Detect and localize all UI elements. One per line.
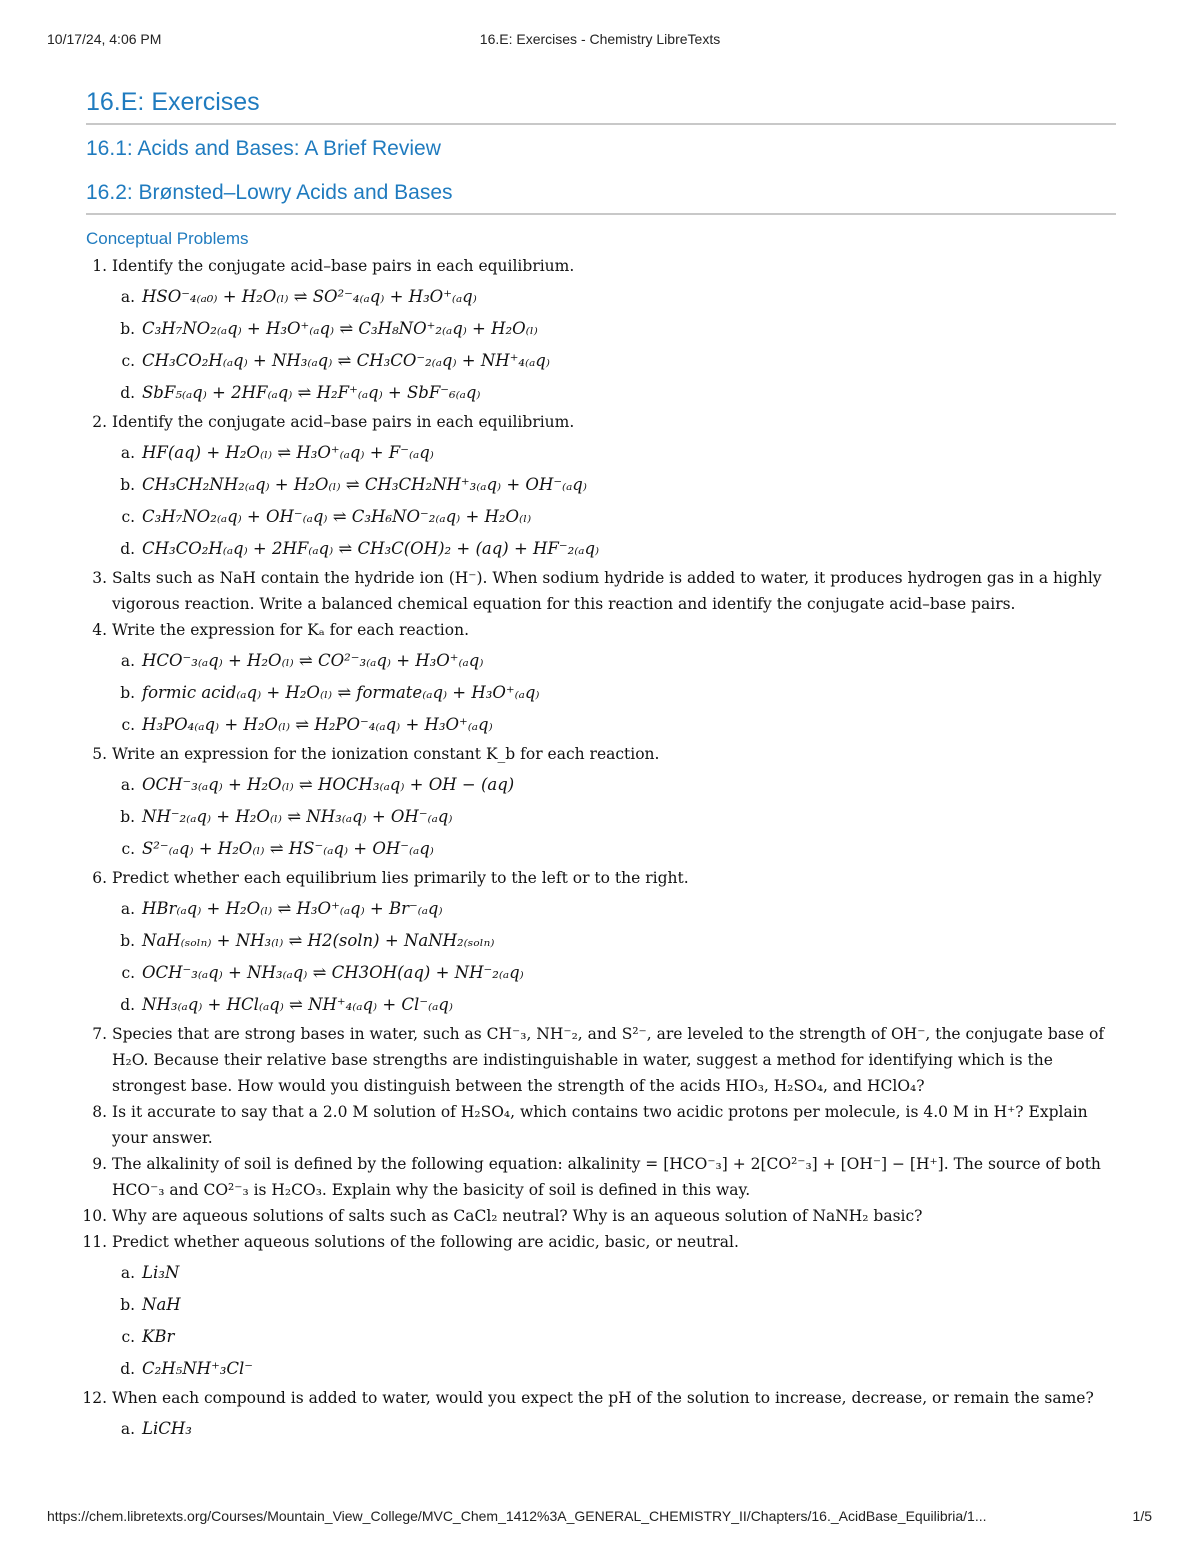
equation: OCH⁻₃₍ₐq₎ + H₂O₍ₗ₎ ⇌ HOCH₃₍ₐq₎ + OH − (aq)	[142, 775, 515, 794]
problem-text: 3. Salts such as NaH contain the hydride ion (H⁻). When sodium hydride is added to water, it produces hydrogen gas in a highly vigorous reaction. Write a balanced chemical equation for this reaction and identify the conjugate acid–base pairs.	[112, 569, 1102, 613]
page-content	[86, 84, 1116, 1445]
compound: KBr	[142, 1327, 175, 1346]
problem-text: 10. Why are aqueous solutions of salts such as CaCl₂ neutral? Why is an aqueous solution of NaNH₂ basic?	[112, 1207, 923, 1225]
problem-2	[112, 409, 1116, 565]
subheading-conceptual-problems: Conceptual Problems	[86, 229, 249, 248]
equation: NH⁻₂₍ₐq₎ + H₂O₍ₗ₎ ⇌ NH₃₍ₐq₎ + OH⁻₍ₐq₎	[142, 807, 453, 826]
equation: HBr₍ₐq₎ + H₂O₍ₗ₎ ⇌ H₃O⁺₍ₐq₎ + Br⁻₍ₐq₎	[142, 899, 443, 918]
compound: LiCH₃	[142, 1419, 192, 1438]
problem-text: 4. Write the expression for Kₐ for each reaction.	[112, 621, 469, 639]
sub-list	[112, 1413, 1116, 1445]
equation: C₃H₇NO₂₍ₐq₎ + OH⁻₍ₐq₎ ⇌ C₃H₆NO⁻₂₍ₐq₎ + H₂O₍ₗ₎	[142, 507, 532, 526]
problem-6	[112, 865, 1116, 1021]
problem-4	[112, 617, 1116, 741]
problem-text: 2. Identify the conjugate acid–base pairs in each equilibrium.	[112, 413, 575, 431]
equation: SbF₅₍ₐq₎ + 2HF₍ₐq₎ ⇌ H₂F⁺₍ₐq₎ + SbF⁻₆₍ₐq₎	[142, 383, 481, 402]
problem-9	[112, 1151, 1116, 1203]
page-number: 1/5	[1132, 1508, 1152, 1524]
equation: HCO⁻₃₍ₐq₎ + H₂O₍ₗ₎ ⇌ CO²⁻₃₍ₐq₎ + H₃O⁺₍ₐq₎	[142, 651, 484, 670]
print-datetime: 10/17/24, 4:06 PM	[47, 31, 162, 47]
sub-list	[112, 893, 1116, 1021]
sub-list	[112, 645, 1116, 741]
problem-10	[112, 1203, 1116, 1229]
compound: Li₃N	[142, 1263, 180, 1282]
problem-list	[86, 253, 1116, 1445]
print-header	[0, 31, 1200, 51]
section-heading-16-1[interactable]: 16.1: Acids and Bases: A Brief Review	[86, 137, 441, 160]
sub-list	[112, 437, 1116, 565]
print-title: 16.E: Exercises - Chemistry LibreTexts	[479, 31, 721, 47]
equation: HSO⁻₄₍ₐ₀₎ + H₂O₍ₗ₎ ⇌ SO²⁻₄₍ₐq₎ + H₃O⁺₍ₐq₎	[142, 287, 477, 306]
problem-8	[112, 1099, 1116, 1151]
compound: C₂H₅NH⁺₃Cl⁻	[142, 1359, 254, 1378]
equation: HF(aq) + H₂O₍ₗ₎ ⇌ H₃O⁺₍ₐq₎ + F⁻₍ₐq₎	[142, 443, 434, 462]
equation: formic acid₍ₐq₎ + H₂O₍ₗ₎ ⇌ formate₍ₐq₎ + H₃O⁺₍ₐq₎	[142, 683, 540, 702]
page-url: https://chem.libretexts.org/Courses/Mountain_View_College/MVC_Chem_1412%3A_GENERAL_CHEMISTRY_II/Chapters/16._AcidBase_Equilibria/1...	[47, 1508, 987, 1524]
problem-text: 5. Write an expression for the ionization constant K_b for each reaction.	[112, 745, 660, 763]
compound: NaH	[142, 1295, 181, 1314]
equation: CH₃CO₂H₍ₐq₎ + NH₃₍ₐq₎ ⇌ CH₃CO⁻₂₍ₐq₎ + NH⁺₄₍ₐq₎	[142, 351, 550, 370]
equation: CH₃CO₂H₍ₐq₎ + 2HF₍ₐq₎ ⇌ CH₃C(OH)₂ + (aq) + HF⁻₂₍ₐq₎	[142, 539, 600, 558]
sub-list	[112, 769, 1116, 865]
problem-text: 7. Species that are strong bases in water, such as CH⁻₃, NH⁻₂, and S²⁻, are leveled to the strength of OH⁻, the conjugate base of H₂O. Because their relative base strengths are indistinguishable in water, suggest a method for identifying which is the strongest base. How would you distinguish between the strength of the acids HIO₃, H₂SO₄, and HClO₄?	[112, 1025, 1105, 1095]
problem-12	[112, 1385, 1116, 1445]
equation: H₃PO₄₍ₐq₎ + H₂O₍ₗ₎ ⇌ H₂PO⁻₄₍ₐq₎ + H₃O⁺₍ₐq₎	[142, 715, 493, 734]
equation: OCH⁻₃₍ₐq₎ + NH₃₍ₐq₎ ⇌ CH3OH(aq) + NH⁻₂₍ₐq₎	[142, 963, 524, 982]
problem-text: 1. Identify the conjugate acid–base pairs in each equilibrium.	[112, 257, 575, 275]
equation: NH₃₍ₐq₎ + HCl₍ₐq₎ ⇌ NH⁺₄₍ₐq₎ + Cl⁻₍ₐq₎	[142, 995, 453, 1014]
print-footer	[0, 1508, 1200, 1528]
problem-1	[112, 253, 1116, 409]
problem-11	[112, 1229, 1116, 1385]
problem-text: 11. Predict whether aqueous solutions of the following are acidic, basic, or neutral.	[112, 1233, 739, 1251]
problem-5	[112, 741, 1116, 865]
sub-list	[112, 1257, 1116, 1385]
equation: NaH₍ₛₒₗₙ₎ + NH₃₍ₗ₎ ⇌ H2(soln) + NaNH₂₍ₛₒₗₙ₎	[142, 931, 495, 950]
problem-text: 6. Predict whether each equilibrium lies primarily to the left or to the right.	[112, 869, 689, 887]
problem-text: 9. The alkalinity of soil is defined by the following equation: alkalinity = [HCO⁻₃] + 2[CO²⁻₃] + [OH⁻] − [H⁺]. The source of both HCO⁻₃ and CO²⁻₃ is H₂CO₃. Explain why the basicity of soil is defined in this way.	[112, 1155, 1101, 1199]
equation: S²⁻₍ₐq₎ + H₂O₍ₗ₎ ⇌ HS⁻₍ₐq₎ + OH⁻₍ₐq₎	[142, 839, 434, 858]
problem-7	[112, 1021, 1116, 1099]
sub-list	[112, 281, 1116, 409]
section-heading-16-2[interactable]: 16.2: Brønsted–Lowry Acids and Bases	[86, 181, 1116, 215]
equation: CH₃CH₂NH₂₍ₐq₎ + H₂O₍ₗ₎ ⇌ CH₃CH₂NH⁺₃₍ₐq₎ + OH⁻₍ₐq₎	[142, 475, 587, 494]
problem-text: 12. When each compound is added to water, would you expect the pH of the solution to increase, decrease, or remain the same?	[112, 1389, 1094, 1407]
problem-3	[112, 565, 1116, 617]
page-title: 16.E: Exercises	[86, 84, 1116, 125]
problem-text: 8. Is it accurate to say that a 2.0 M solution of H₂SO₄, which contains two acidic protons per molecule, is 4.0 M in H⁺? Explain your answer.	[112, 1103, 1088, 1147]
equation: C₃H₇NO₂₍ₐq₎ + H₃O⁺₍ₐq₎ ⇌ C₃H₈NO⁺₂₍ₐq₎ + H₂O₍ₗ₎	[142, 319, 538, 338]
